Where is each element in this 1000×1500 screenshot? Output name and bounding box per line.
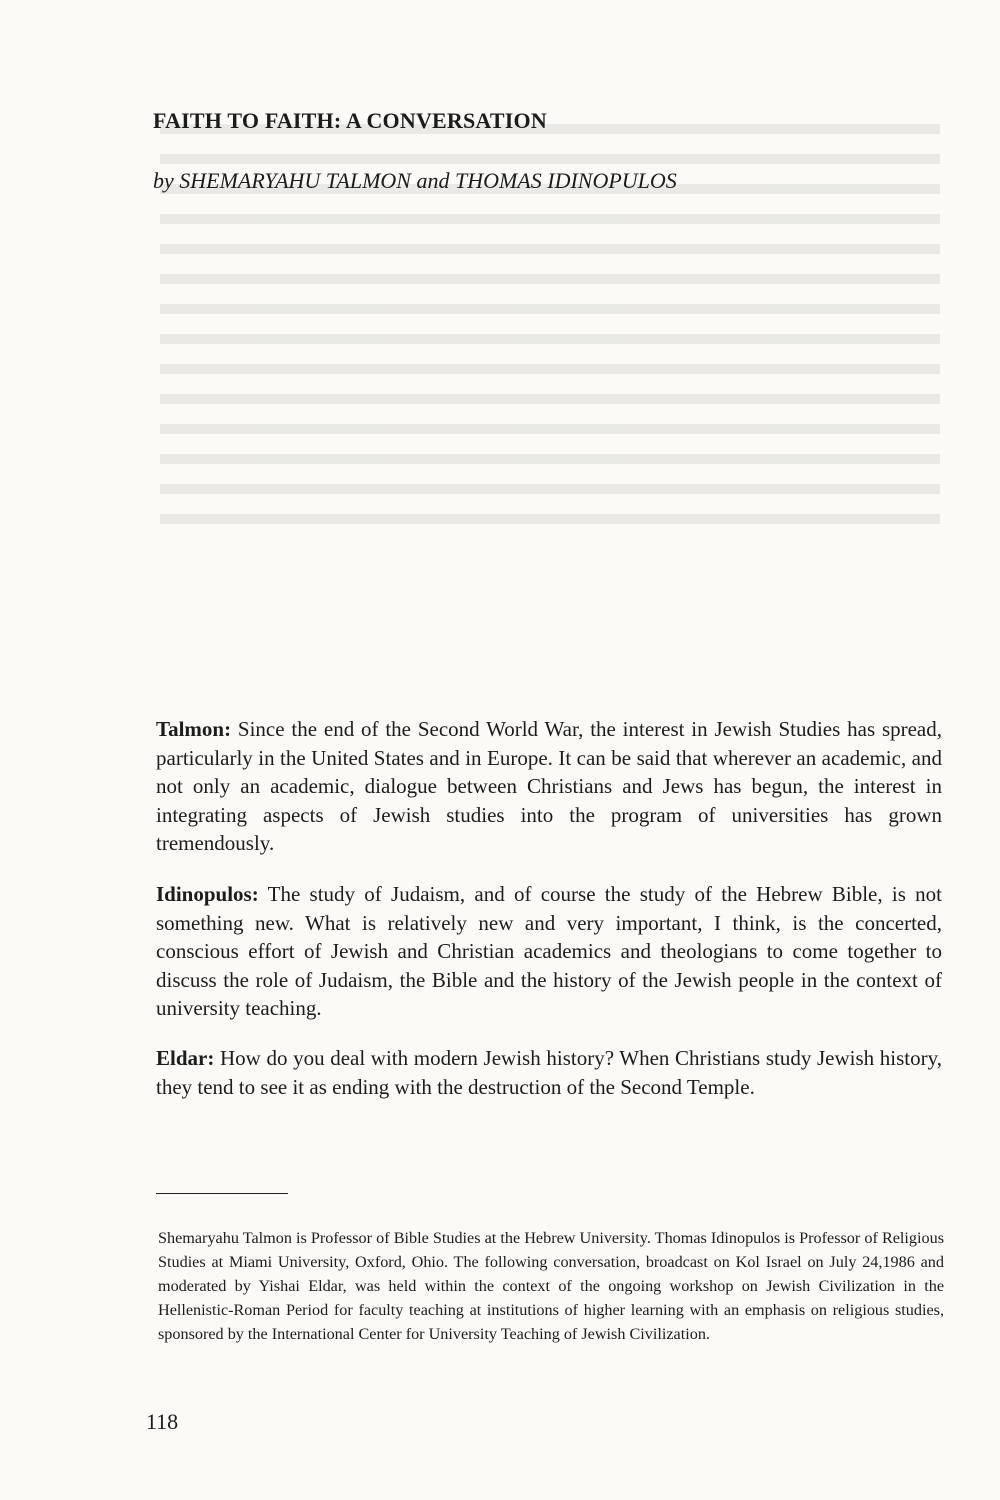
dialogue-paragraph <box>156 715 942 858</box>
paragraph-text: How do you deal with modern Jewish history? When Christians study Jewish history, they tend to see it as ending with the destruction of the Second Temple. <box>156 1046 942 1099</box>
footnote-divider <box>156 1193 288 1194</box>
dialogue-paragraph <box>156 880 942 1023</box>
speaker-label: Eldar: <box>156 1046 215 1070</box>
article-byline: by SHEMARYAHU TALMON and THOMAS IDINOPULOS <box>153 168 677 193</box>
paragraph-text: The study of Judaism, and of course the study of the Hebrew Bible, is not something new. What is relatively new and very important, I think, is the concerted, conscious effort of Jewish and Christian academics and theologians to come together to discuss the role of Judaism, the Bible and the history of the Jewish people in the context of university teaching. <box>156 882 942 1021</box>
article-title: FAITH TO FAITH: A CONVERSATION <box>153 108 547 133</box>
paragraph-text: Since the end of the Second World War, the interest in Jewish Studies has spread, particularly in the United States and in Europe. It can be said that wherever an academic, and not only an academic, dialogue between Christians and Jews has begun, the interest in integrating aspects of Jewish studies into the program of universities has grown tremendously. <box>156 717 942 856</box>
dialogue-paragraph <box>156 1044 942 1101</box>
speaker-label: Talmon: <box>156 717 232 741</box>
footnote: Shemaryahu Talmon is Professor of Bible Studies at the Hebrew University. Thomas Idinopulos is Professor of Religious Studies at Miami University, Oxford, Ohio. The following conversation, broadcast on Kol Israel on July 24,1986 and moderated by Yishai Eldar, was held within the context of the ongoing workshop on Jewish Civilization in the Hellenistic-Roman Period for faculty teaching at institutions of higher learning with an emphasis on religious studies, sponsored by the International Center for University Teaching of Jewish Civilization. <box>158 1229 944 1343</box>
page-number: 118 <box>146 1409 179 1434</box>
speaker-label: Idinopulos: <box>156 882 259 906</box>
